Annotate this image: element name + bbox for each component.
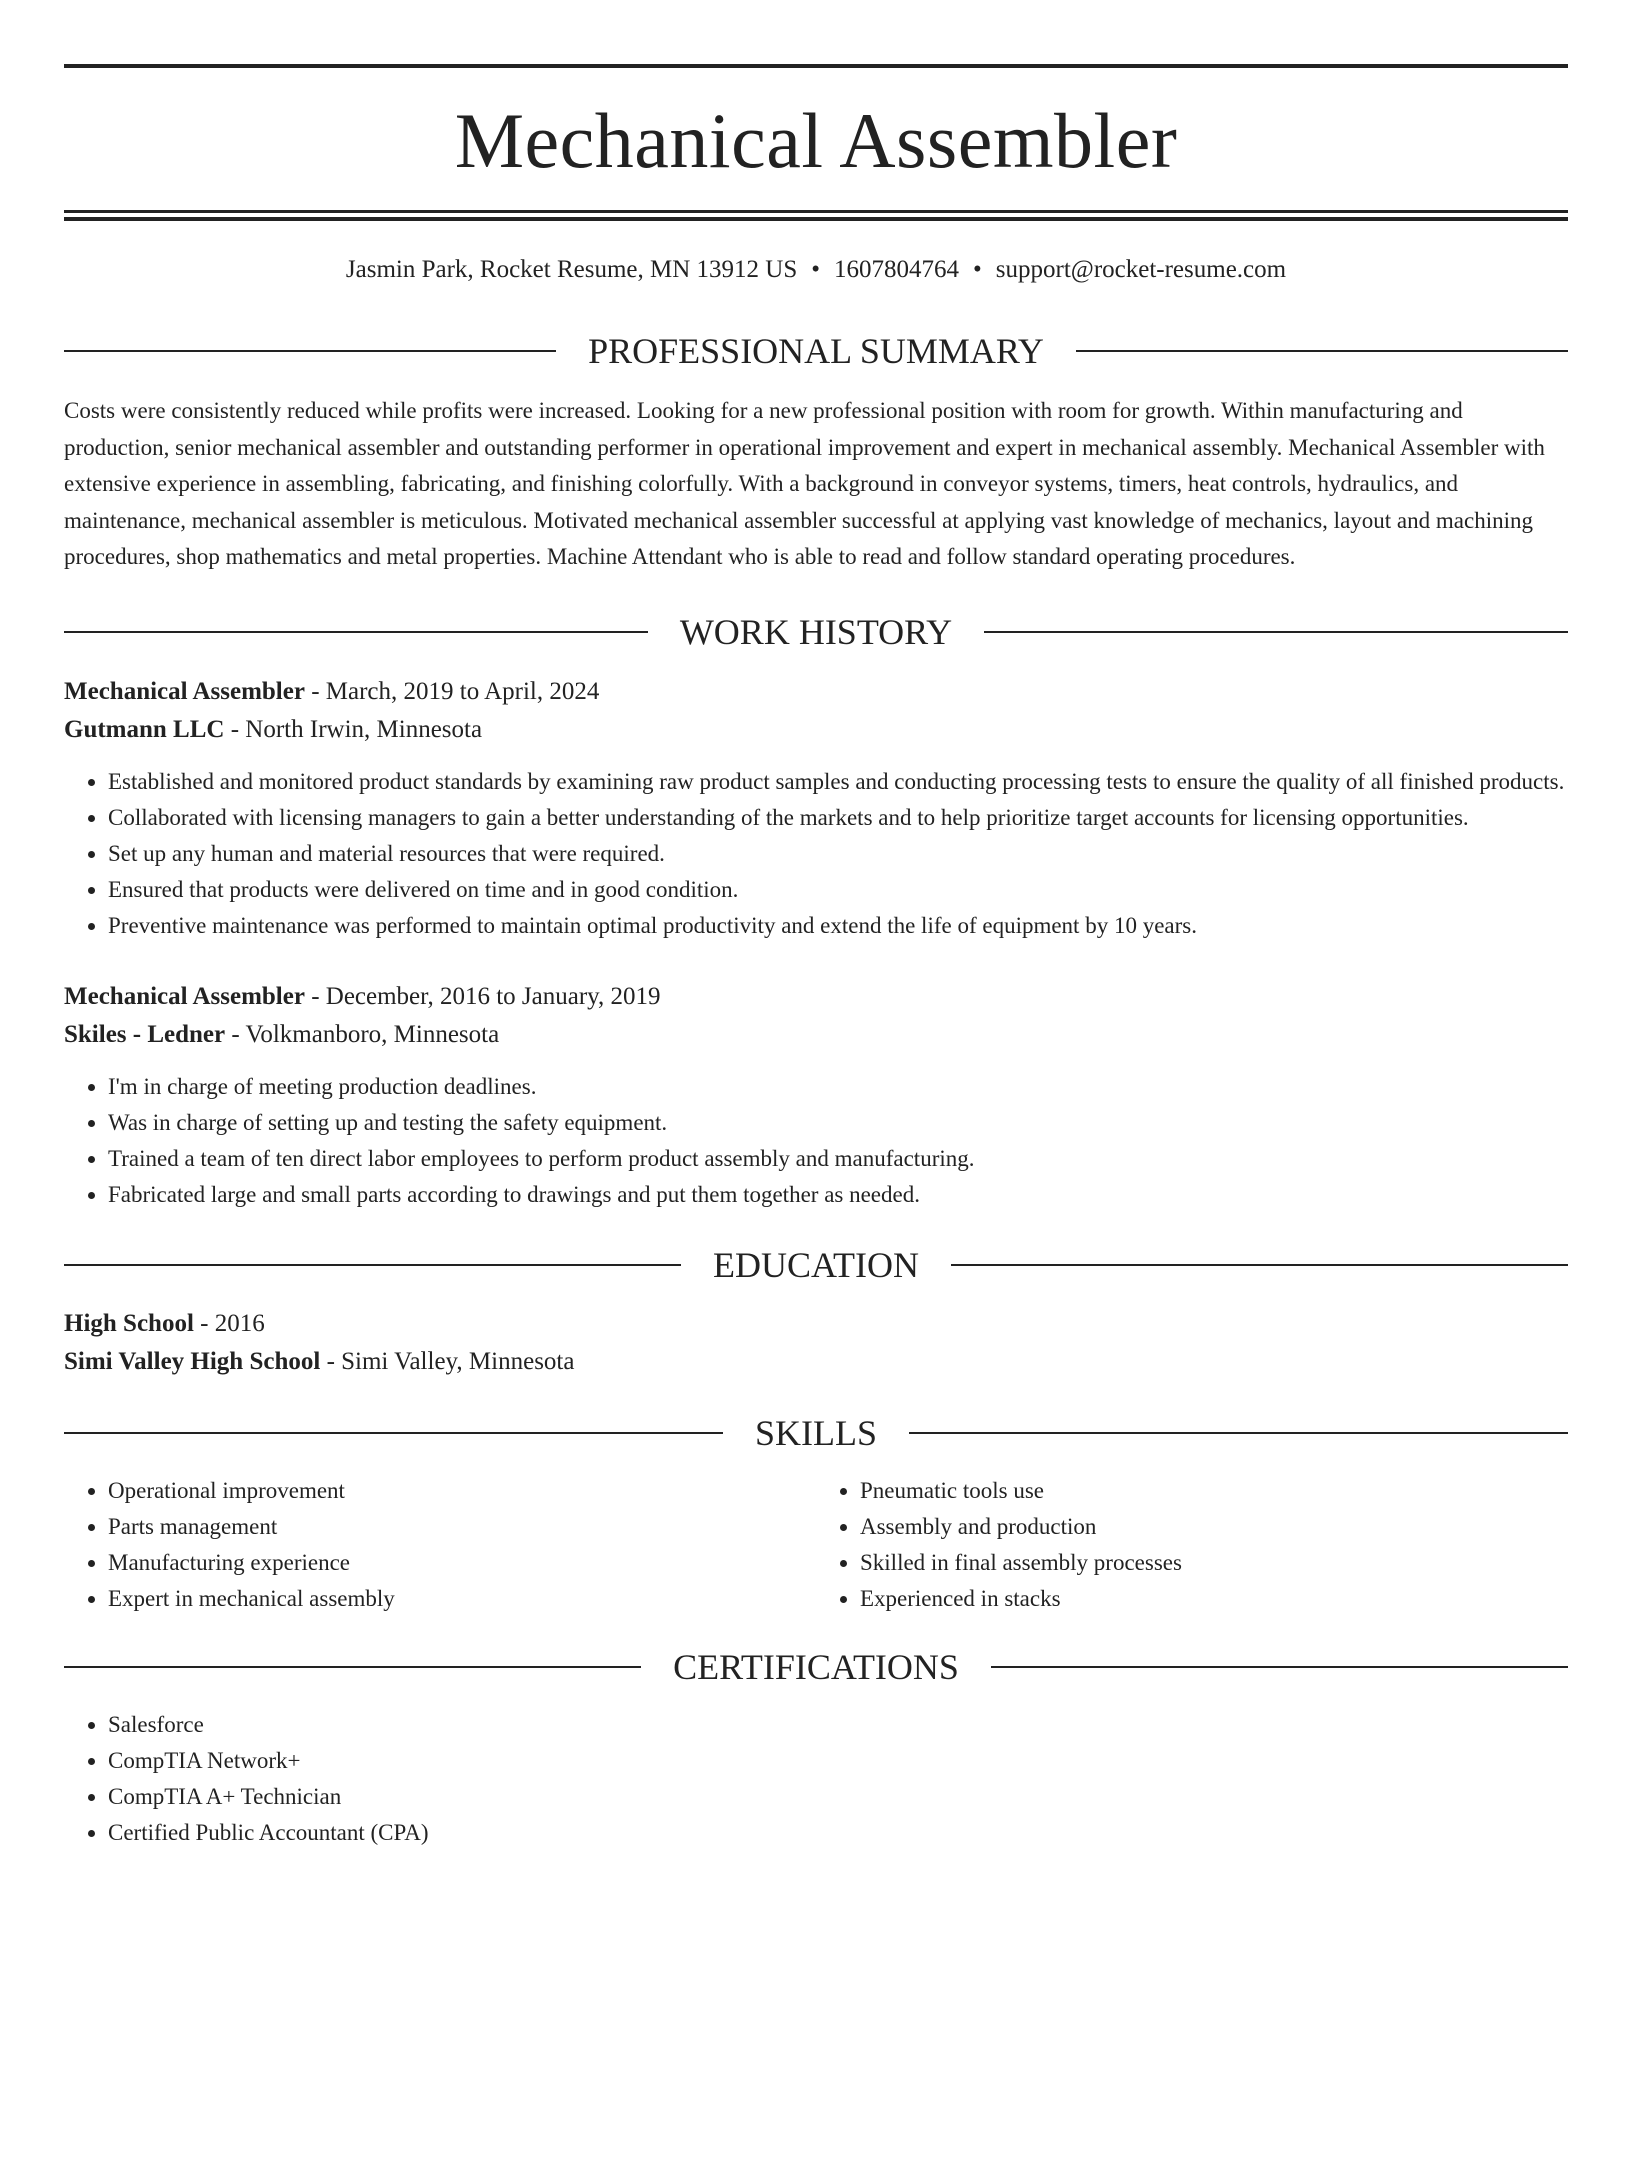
skills-list-right (816, 1473, 1568, 1617)
list-item: • Manufacturing experience (108, 1545, 816, 1581)
education-year: - 2016 (193, 1309, 265, 1337)
job-company-line (64, 711, 1568, 749)
list-item: • Ensured that products were delivered on time and in good condition. (108, 872, 1568, 908)
education-degree: High School (64, 1309, 194, 1337)
list-item: • Fabricated large and small parts according to drawings and put them together as needed. (108, 1177, 1568, 1213)
section-heading-summary (64, 333, 1568, 369)
section-heading-text: CERTIFICATIONS (673, 1646, 959, 1687)
education-degree-line (64, 1305, 1568, 1343)
list-item: • Established and monitored product standards by examining raw product samples and conducting processing tests to ensure the quality of all finished products. (108, 764, 1568, 800)
top-rule (64, 64, 1568, 68)
list-item: • I'm in charge of meeting production deadlines. (108, 1069, 1568, 1105)
section-heading-text: EDUCATION (713, 1244, 919, 1285)
job-title: Mechanical Assembler (64, 982, 305, 1010)
job-dates: - December, 2016 to January, 2019 (304, 982, 661, 1010)
list-item: • Salesforce (108, 1707, 1568, 1743)
contact-line (64, 257, 1568, 282)
resume-page (0, 64, 1632, 2176)
job-title-line (64, 673, 1568, 711)
list-item: • Preventive maintenance was performed to maintain optimal productivity and extend the life of equipment by 10 years. (108, 908, 1568, 944)
resume-title: Mechanical Assembler (454, 97, 1178, 184)
education-entry (64, 1305, 1568, 1381)
job-company-line (64, 1016, 1568, 1054)
skills-columns (64, 1473, 1568, 1617)
summary-text: Costs were consistently reduced while profits were increased. Looking for a new professional position with room for growth. Within manufacturing and production, senior mechanical assembler and outstanding performer in operational improvement and expert in mechanical assembly. Mechanical Assembler with extensive experience in assembling, fabricating, and finishing colorfully. With a background in conveyor systems, timers, heat controls, hydraulics, and maintenance, mechanical assembler is meticulous. Motivated mechanical assembler successful at applying vast knowledge of mechanics, layout and machining procedures, shop mathematics and metal properties. Machine Attendant who is able to read and follow standard operating procedures. (64, 398, 1545, 569)
contact-phone: 1607804764 (834, 256, 960, 283)
job-location: - Volkmanboro, Minnesota (225, 1020, 500, 1048)
list-item: • Collaborated with licensing managers to gain a better understanding of the markets and to help prioritize target accounts for licensing opportunities. (108, 800, 1568, 836)
list-item: • Skilled in final assembly processes (860, 1545, 1568, 1581)
list-item: • Operational improvement (108, 1473, 816, 1509)
contact-separator: • (811, 256, 821, 283)
section-heading-text: SKILLS (755, 1412, 878, 1453)
list-item: • Was in charge of setting up and testing the safety equipment. (108, 1105, 1568, 1141)
list-item: • Certified Public Accountant (CPA) (108, 1815, 1568, 1851)
education-school: Simi Valley High School (64, 1347, 321, 1375)
section-heading-skills (64, 1412, 1568, 1453)
section-heading-work-history (64, 611, 1568, 652)
certifications-list (64, 1707, 1568, 1851)
job-title-line (64, 978, 1568, 1016)
job-company: Gutmann LLC (64, 715, 225, 743)
list-item: • CompTIA Network+ (108, 1743, 1568, 1779)
job-bullets (64, 1069, 1568, 1213)
job-entry (64, 673, 1568, 944)
education-location: - Simi Valley, Minnesota (320, 1347, 575, 1375)
skills-list-left (64, 1473, 816, 1617)
contact-address: Jasmin Park, Rocket Resume, MN 13912 US (345, 256, 798, 283)
list-item: • Expert in mechanical assembly (108, 1581, 816, 1617)
list-item: • Assembly and production (860, 1509, 1568, 1545)
list-item: • Pneumatic tools use (860, 1473, 1568, 1509)
job-title: Mechanical Assembler (64, 677, 305, 705)
job-location: - North Irwin, Minnesota (224, 715, 483, 743)
contact-email: support@rocket-resume.com (995, 256, 1287, 283)
job-dates: - March, 2019 to April, 2024 (304, 677, 600, 705)
list-item: • Experienced in stacks (860, 1581, 1568, 1617)
job-entry (64, 978, 1568, 1213)
list-item: • CompTIA A+ Technician (108, 1779, 1568, 1815)
title-double-rule (64, 210, 1568, 221)
section-heading-text: WORK HISTORY (679, 611, 953, 652)
section-heading-text: PROFESSIONAL SUMMARY (588, 331, 1044, 371)
list-item: • Trained a team of ten direct labor employees to perform product assembly and manufacturing. (108, 1141, 1568, 1177)
list-item: • Parts management (108, 1509, 816, 1545)
section-heading-certifications (64, 1646, 1568, 1687)
job-company: Skiles - Ledner (64, 1020, 226, 1048)
section-heading-education (64, 1244, 1568, 1285)
education-school-line (64, 1343, 1568, 1381)
list-item: • Set up any human and material resources that were required. (108, 836, 1568, 872)
contact-separator: • (973, 256, 982, 283)
job-bullets (64, 764, 1568, 944)
